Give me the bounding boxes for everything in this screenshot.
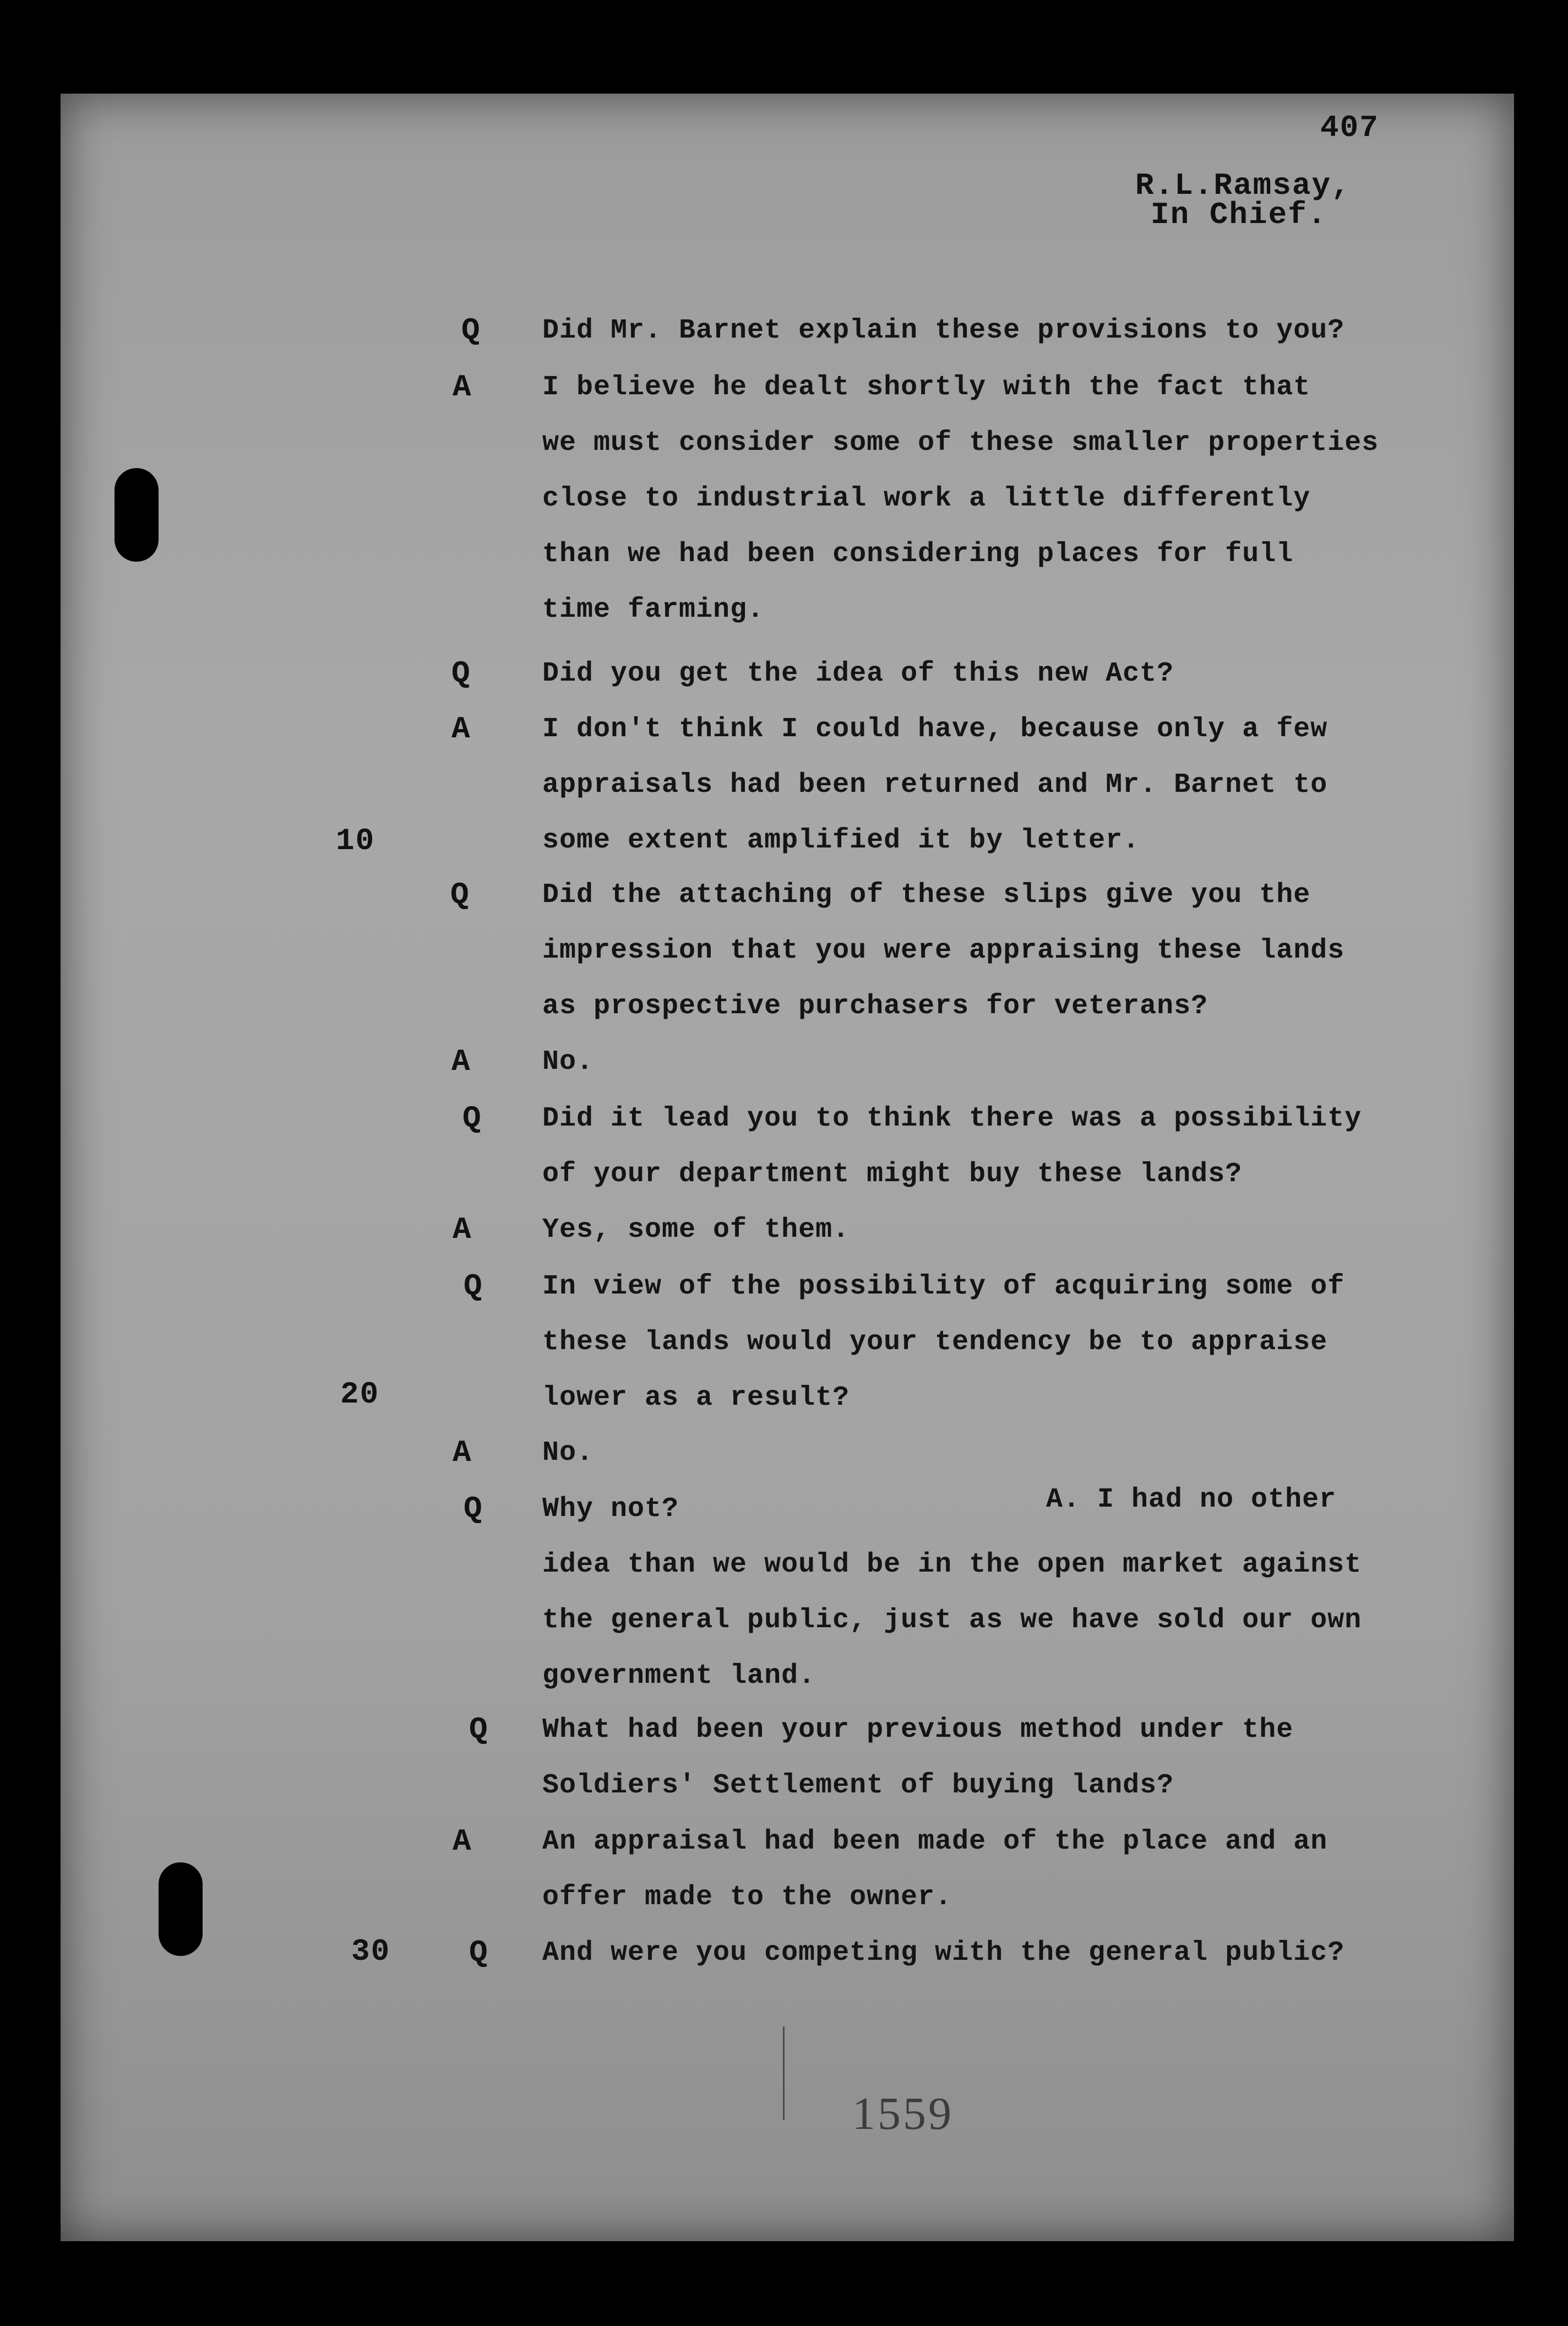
answer-label: A	[453, 1212, 471, 1247]
question-text-line: Did you get the idea of this new Act?	[542, 658, 1174, 689]
question-text-line: lower as a result?	[542, 1382, 850, 1414]
answer-text-line: the general public, just as we have sold our own	[542, 1605, 1362, 1636]
question-text-line: as prospective purchasers for veterans?	[542, 991, 1208, 1022]
question-text-line: Did Mr. Barnet explain these provisions to you?	[542, 315, 1345, 346]
answer-label: A	[453, 369, 471, 405]
stamp-mark	[783, 2026, 785, 2120]
page-number: 407	[1320, 110, 1379, 145]
answer-label: A	[453, 1824, 471, 1859]
answer-text-line: An appraisal had been made of the place and an	[542, 1826, 1328, 1857]
punch-hole-bottom	[159, 1862, 203, 1956]
witness-examination: In Chief.	[1151, 197, 1327, 232]
question-text-line: Did it lead you to think there was a possibility	[542, 1103, 1362, 1134]
answer-text-line: close to industrial work a little differently	[542, 483, 1311, 514]
answer-text-line: I don't think I could have, because only a few	[542, 714, 1328, 745]
answer-label: A	[451, 1044, 470, 1079]
answer-label: A	[451, 711, 470, 747]
margin-line-number: 10	[336, 823, 375, 858]
answer-text-line: Yes, some of them.	[542, 1214, 850, 1246]
question-label: Q	[450, 877, 469, 912]
question-text-line: Did the attaching of these slips give you the	[542, 879, 1311, 911]
answer-text-line: offer made to the owner.	[542, 1882, 952, 1913]
answer-label: A	[453, 1435, 471, 1470]
question-label: Q	[469, 1935, 488, 1970]
margin-line-number: 20	[340, 1377, 380, 1412]
question-text-line: impression that you were appraising these lands	[542, 935, 1345, 966]
question-label: Q	[451, 656, 470, 691]
question-text-line: And were you competing with the general public?	[542, 1937, 1345, 1969]
question-label: Q	[469, 1712, 488, 1747]
question-label: Q	[462, 1101, 481, 1136]
stamp-number: 1559	[852, 2088, 954, 2139]
answer-text-line: idea than we would be in the open market against	[542, 1549, 1362, 1580]
answer-text-line: than we had been considering places for full	[542, 539, 1294, 570]
answer-text-line: No.	[542, 1437, 594, 1469]
answer-text-line: we must consider some of these smaller properties	[542, 427, 1379, 459]
answer-text-line: No.	[542, 1046, 594, 1078]
witness-name: R.L.Ramsay,	[1135, 168, 1351, 203]
question-text-line: In view of the possibility of acquiring some of	[542, 1271, 1345, 1302]
punch-hole-top	[115, 468, 159, 562]
question-text-line: Soldiers' Settlement of buying lands?	[542, 1770, 1174, 1801]
answer-text-line: time farming.	[542, 594, 765, 626]
question-text-line: Why not?	[542, 1493, 679, 1525]
question-text-line: What had been your previous method under the	[542, 1714, 1294, 1746]
answer-text-line: some extent amplified it by letter.	[542, 825, 1140, 856]
answer-text-line: government land.	[542, 1660, 816, 1692]
question-label: Q	[464, 1491, 482, 1526]
question-text-line: these lands would your tendency be to appraise	[542, 1327, 1328, 1358]
margin-line-number: 30	[351, 1934, 391, 1969]
answer-text-line: appraisals had been returned and Mr. Barnet to	[542, 769, 1328, 801]
question-label: Q	[461, 313, 480, 348]
question-label: Q	[464, 1269, 482, 1304]
question-text-line: of your department might buy these lands?	[542, 1159, 1243, 1190]
answer-text-line: I believe he dealt shortly with the fact that	[542, 372, 1311, 403]
inline-answer: A. I had no other	[1046, 1484, 1337, 1515]
